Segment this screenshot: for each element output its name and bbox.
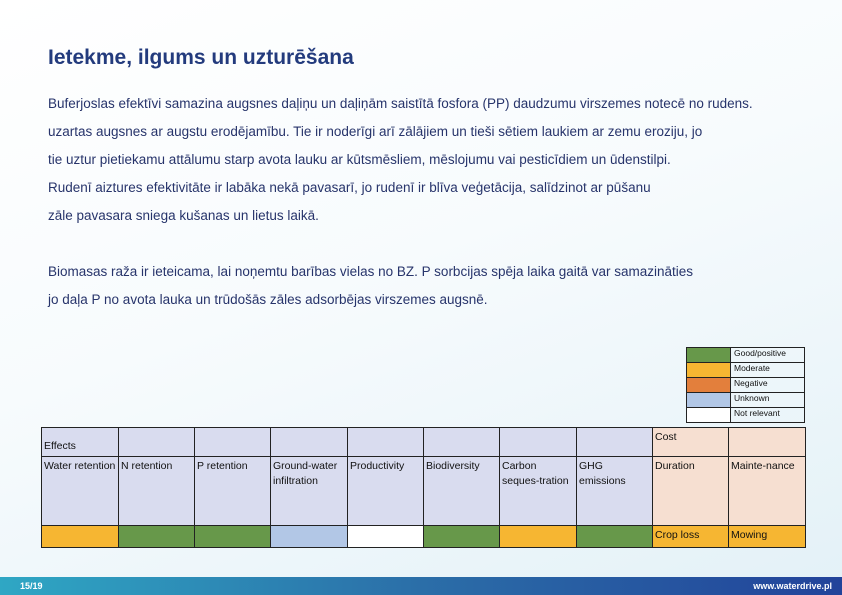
paragraph-line: tie uztur pietiekamu attālumu starp avota lauku ar kūtsmēsliem, mēslojumu vai pesticīdiem un ūdenstilpi. xyxy=(48,152,671,167)
paragraph-line: Buferjoslas efektīvi samazina augsnes daļiņu un daļiņām saistītā fosfora (PP) daudzumu virszemes notecē no rudens. xyxy=(48,96,753,111)
column-header: Mainte-nance xyxy=(729,457,806,526)
cost-header: Cost xyxy=(653,428,729,457)
column-header: Duration xyxy=(653,457,729,526)
column-header: N retention xyxy=(119,457,195,526)
legend xyxy=(686,347,805,423)
empty-cell xyxy=(348,428,424,457)
table-header-row xyxy=(42,428,806,457)
footer-bar xyxy=(0,577,842,595)
rating-cell xyxy=(42,526,119,548)
paragraph-line: jo daļa P no avota lauka un trūdošās zāles adsorbējas virszemes augsnē. xyxy=(48,292,488,307)
legend-row xyxy=(687,348,805,363)
column-header: Ground-water infiltration xyxy=(271,457,348,526)
rating-cell xyxy=(348,526,424,548)
rating-cell xyxy=(119,526,195,548)
column-header: P retention xyxy=(195,457,271,526)
legend-swatch xyxy=(687,348,731,363)
legend-swatch xyxy=(687,378,731,393)
legend-row xyxy=(687,393,805,408)
rating-cell xyxy=(500,526,577,548)
legend-swatch xyxy=(687,408,731,423)
rating-cell-crop-loss: Crop loss xyxy=(653,526,729,548)
column-header: Productivity xyxy=(348,457,424,526)
legend-label: Moderate xyxy=(731,363,805,378)
page-title: Ietekme, ilgums un uzturēšana xyxy=(48,46,354,69)
legend-label: Unknown xyxy=(731,393,805,408)
paragraph-2 xyxy=(48,258,693,314)
website-link[interactable]: www.waterdrive.pl xyxy=(753,581,832,591)
rating-cell-mowing: Mowing xyxy=(729,526,806,548)
empty-cell xyxy=(577,428,653,457)
effects-table xyxy=(41,427,806,548)
empty-cell xyxy=(424,428,500,457)
rating-cell xyxy=(271,526,348,548)
rating-cell xyxy=(577,526,653,548)
column-header: Carbon seques-tration xyxy=(500,457,577,526)
legend-label: Good/positive xyxy=(731,348,805,363)
table-rating-row xyxy=(42,526,806,548)
rating-cell xyxy=(195,526,271,548)
legend-label: Not relevant xyxy=(731,408,805,423)
paragraph-line: uzartas augsnes ar augstu erodējamību. Tie ir noderīgi arī zālājiem un tieši sētiem laukiem ar zemu eroziju, jo xyxy=(48,124,703,139)
legend-swatch xyxy=(687,363,731,378)
paragraph-line: zāle pavasara sniega kušanas un lietus laikā. xyxy=(48,208,319,223)
table-column-row xyxy=(42,457,806,526)
column-header: GHG emissions xyxy=(577,457,653,526)
paragraph-line: Biomasas raža ir ieteicama, lai noņemtu barības vielas no BZ. P sorbcijas spēja laika gaitā var samazināties xyxy=(48,264,694,279)
legend-row xyxy=(687,408,805,423)
empty-cell xyxy=(271,428,348,457)
paragraph-1 xyxy=(48,90,753,230)
page-number: 15/19 xyxy=(20,581,43,591)
legend-row xyxy=(687,363,805,378)
empty-cell xyxy=(729,428,806,457)
paragraph-line: Rudenī aiztures efektivitāte ir labāka nekā pavasarī, jo rudenī ir blīva veģetācija, salīdzinot ar pūšanu xyxy=(48,180,651,195)
legend-label: Negative xyxy=(731,378,805,393)
column-header: Water retention xyxy=(42,457,119,526)
empty-cell xyxy=(500,428,577,457)
legend-row xyxy=(687,378,805,393)
empty-cell xyxy=(195,428,271,457)
column-header: Biodiversity xyxy=(424,457,500,526)
effects-header: Effects xyxy=(42,428,119,457)
empty-cell xyxy=(119,428,195,457)
legend-swatch xyxy=(687,393,731,408)
rating-cell xyxy=(424,526,500,548)
